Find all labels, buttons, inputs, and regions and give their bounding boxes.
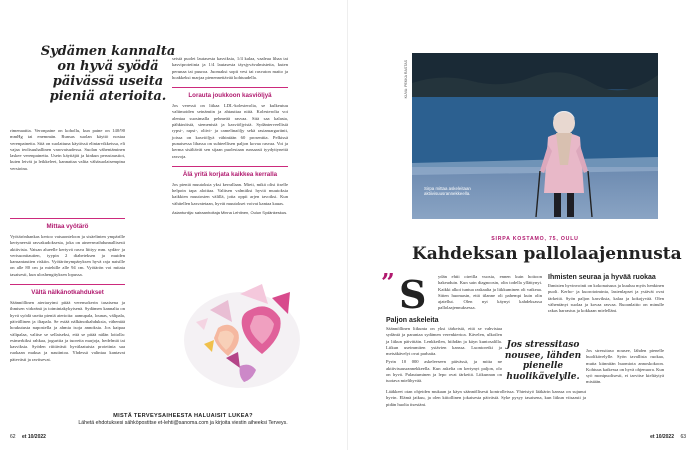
drop-cap: S — [399, 272, 427, 317]
column-a-intro — [10, 128, 125, 172]
column-b — [172, 56, 288, 215]
body-paragraph: Jos stressitaso nousee, lähden pienelle huolikävelylle. Syön tavallista ruokaa, mutta kiinnitän huomiota annoskokoon. Kohtuus kaikessa on hyvä ohjenuora. Kun syö monipuolisesti, ei tarvitse kieltäytyä mistään. — [586, 348, 664, 385]
heart-paper-illustration — [180, 270, 310, 390]
column-c — [386, 317, 502, 385]
quote-mark-icon: ” — [381, 268, 395, 297]
right-page — [348, 0, 696, 450]
byline: SIRPA KOSTAMO, 75, OULU — [491, 236, 579, 242]
footer-text: Lähetä ehdotuksesi sähköpostitse et-lehti@sanoma.com ja kirjoita viestin aiheeksi Terveys. — [78, 420, 288, 426]
headline: Kahdeksan pallolaajennusta — [412, 244, 682, 264]
body-paragraph: Säännöllinen ateriarytmi pitää verensokerin tasaisena ja ihmisen virkeänä ja toimintakykyisenä. Sydämen kannalta on hyvä syödä useita pieniä aterioita: aamupala, lounas, välipala, päivällinen ja iltapala. Se estää nälkänotkahduksia, vähentää houkutusta napostella ja ahmia isoja annoksia. Jos kaipaa välipalaa, valitse se sellaiseksi, että se pitää nälän loitolla: esimerkiksi rahkaa, jogurttia ja tuoreita marjoja, hedelmiä tai kasviksia. Syöden riittävästi hyvälaatuista proteiinia saa ruokaan makua ja nautintoa. Yhdessä valintaa kantavat pätevästi ja ravitsevat. — [10, 300, 125, 362]
body-paragraph: Ihmisten hyvinvointi on kokonaisuus ja kuuluu myös henkinen puoli. Kerho- ja kuorotoiminta, lastenlapset ja ystävät ovat tärkeitä. Syön paljon kasviksia, kalaa ja kokojyvää. Olen vähentänyt suolaa ja kovaa rasvaa. Ruoanlaitto on minulle rakas harrastus ja kokkaan mielelläni. — [548, 283, 664, 314]
body-paragraph: Jos pieniä muutoksia yksi kerrallaan. Mieti, mikä olisi itselle helpoin tapa aloittaa. Valitsen valmiiksi hyviä muutoksia kaikkien muutosten välillä, jotta oppii arjen tavoiksi. Kun vähitellen kasvatetaan, hyvät muutokset voivat kantaa kauas. — [172, 181, 288, 206]
footer-title: MISTÄ TERVEYSAIHEESTA HALUAISIT LUKEA? — [113, 413, 253, 419]
magazine-issue: et 10/2022 — [650, 434, 674, 440]
subhead-ala-yrita-korjata: Älä yritä korjata kaikkea kerralla — [182, 170, 278, 178]
expert-note: Asiantuntija: sairaanhoitaja Minna Lehtinen, Oulun Sydänkeskus. — [172, 210, 288, 216]
body-paragraph: rimenaattia. Veronpaine on kohollu, kun paine on 140/90 mmHg tai enemmän. Runsas suolan käyttö nostaa verenpainetta. Sitä on suolattuna käytössä elintarvikkeissa, eli vajaa teolisuuhallinen varovaisudessa. Suolan vähentäminen laskee verenpainetta. Usein käyttäjät ja kinkun perustaustiot, kuten leivät ja leikkeleet, kannattaa valita vähäsuolaisempina versioina. — [10, 128, 125, 171]
photo-credit: KUVA: PEKKA RASTAS — [404, 60, 408, 99]
subhead-ihmisten-seuraa: Ihmisten seuraa ja hyvää ruokaa — [548, 274, 656, 281]
column-d — [548, 274, 664, 314]
column-c-intro — [414, 274, 542, 312]
column-d-lower — [586, 348, 664, 386]
body-paragraph: Pyrin 10 000 askeleeseen päivässä, ja mitta ne aktiivisuusrannekkeella. Kun askelia on kertynyt paljon, olo on hyvä. Palautuminen ja lepo ovat tärkeitä. Liikunnan on tuotava mielihyvää. — [386, 359, 502, 384]
body-paragraph: seistä puolet lautasesta kasviksia, 1/4 kalaa, vaaleaa lihaa tai kasviproteiinia ja 1/4 lautasesta täysjyvävalmisteita, kuten perunaa tai puuroa. Juomaksi sopii vesi tai rasvaton maito ja hoakkeksi marjaa pienennettävää kohtuudella. — [172, 56, 288, 80]
photo-caption: Sirpa mittaa askeleitaan aktiivisuusrannekkeella. — [424, 186, 471, 197]
magazine-issue: et 10/2022 — [22, 434, 46, 440]
body-paragraph: Säännöllinen liikunta on yksi tärkeistä, että se vahvistaa sydäntä ja parantaa sydämen verenkiertoa. Kävelen, ulkoilen ja liikun päivittäin. Lenkkeilen, hiihdän ja käyn kuntosalilla. Liikun useimmiten ystävien kanssa. Luontoretki ja metsäkävelyt ovat parhaita. — [386, 326, 502, 357]
page-number: 62 — [10, 434, 16, 440]
subhead-lorauta-kasvioljya: Lorauta joukkoon kasviöljyä — [188, 92, 272, 100]
column-c-bottom — [386, 389, 586, 408]
body-paragraph: Vyötärönhankas kertoo vatsaonteloon ja sisäelinten ympärille kertyneestä rasvakudoksesta, joka on aineenvaihdunnallisesti aktiivista. Vatsan alueelle kertyvä rasva liittyy mm. sydän- ja verisuonitautien, tyypin 2 diabeteksen ja muiden kansantautien riskiin. Vyötärönympäryksen hyvä raja naisille on alle 80 cm ja miehille alle 94 cm. Vyötärön voi mitata tasaisesti, kun uloshengityksen lopussa. — [10, 234, 125, 277]
body-paragraph: Jos veressä on liikaa LDL-kolesterolia, se kulkeutuu valtimoiden seinämiin ja ahtauttaa niitä. Kolesterolia voi alentaa suosimalla pehmeää rasvaa. Sitä saa kalasta, pähkinöistä, siemenistä ja kasviöljyistä. Sydänterveellisiä rypsi-, rapsi-, oliivi- ja camelinaöljy sekä rasiamargariinit, joissa on kasviöljyä vähintään 60 prosenttia. Pelkissä punaisessa lihassa on suhteellisen paljon kovaa rasvaa. Voi ja kerma sisältävät sen sijaan puolestaan runsaasti tyydyttyneitä rasvoja. — [172, 103, 288, 159]
body-paragraph: ydän ehtii oireilla vuosia, ennen kuin hoitoon hakeuduin. Kun sain diagnoosin, olin todella yllättynyt. Kaikki alkoi tuntua raskaalta ja liikkuminen oli vaikeaa. Sitten huomasin, että tilanne oli pahempi kuin olin ajatellut. Olen nyt käynyt kahdeksassa pallolaajennuksessa. — [438, 274, 542, 311]
right-pull-quote: Jos stressitaso nousee, lähden pienelle huolikävelylle. — [504, 340, 582, 382]
subhead-valta-nalkanotkahdukset: Vältä nälkänotkahdukset — [31, 289, 104, 297]
pull-quote: Sydämen kannalta on hyvä syödä päivässä useita pieniä aterioita. — [40, 44, 176, 104]
page-number: 63 — [680, 434, 686, 440]
footer-callout — [60, 413, 306, 426]
subhead-paljon-askeleita: Paljon askeleita — [386, 317, 439, 324]
column-a — [10, 212, 125, 363]
subhead-mittaa-vyotaro: Mittaa vyötärö — [46, 223, 89, 230]
body-paragraph: Lääkkeet otan ohjeiden mukaan ja käyn säännöllisesti kontrolleissa. Yhteistyö lääkärin kanssa on sujunut hyvin. Elämä jatkuu, ja olen kiitollinen jokaisesta päivästä. Syke pysyy tasaisena, kun liikun viisaasti ja pidän huolta itsestäni. — [386, 389, 586, 407]
